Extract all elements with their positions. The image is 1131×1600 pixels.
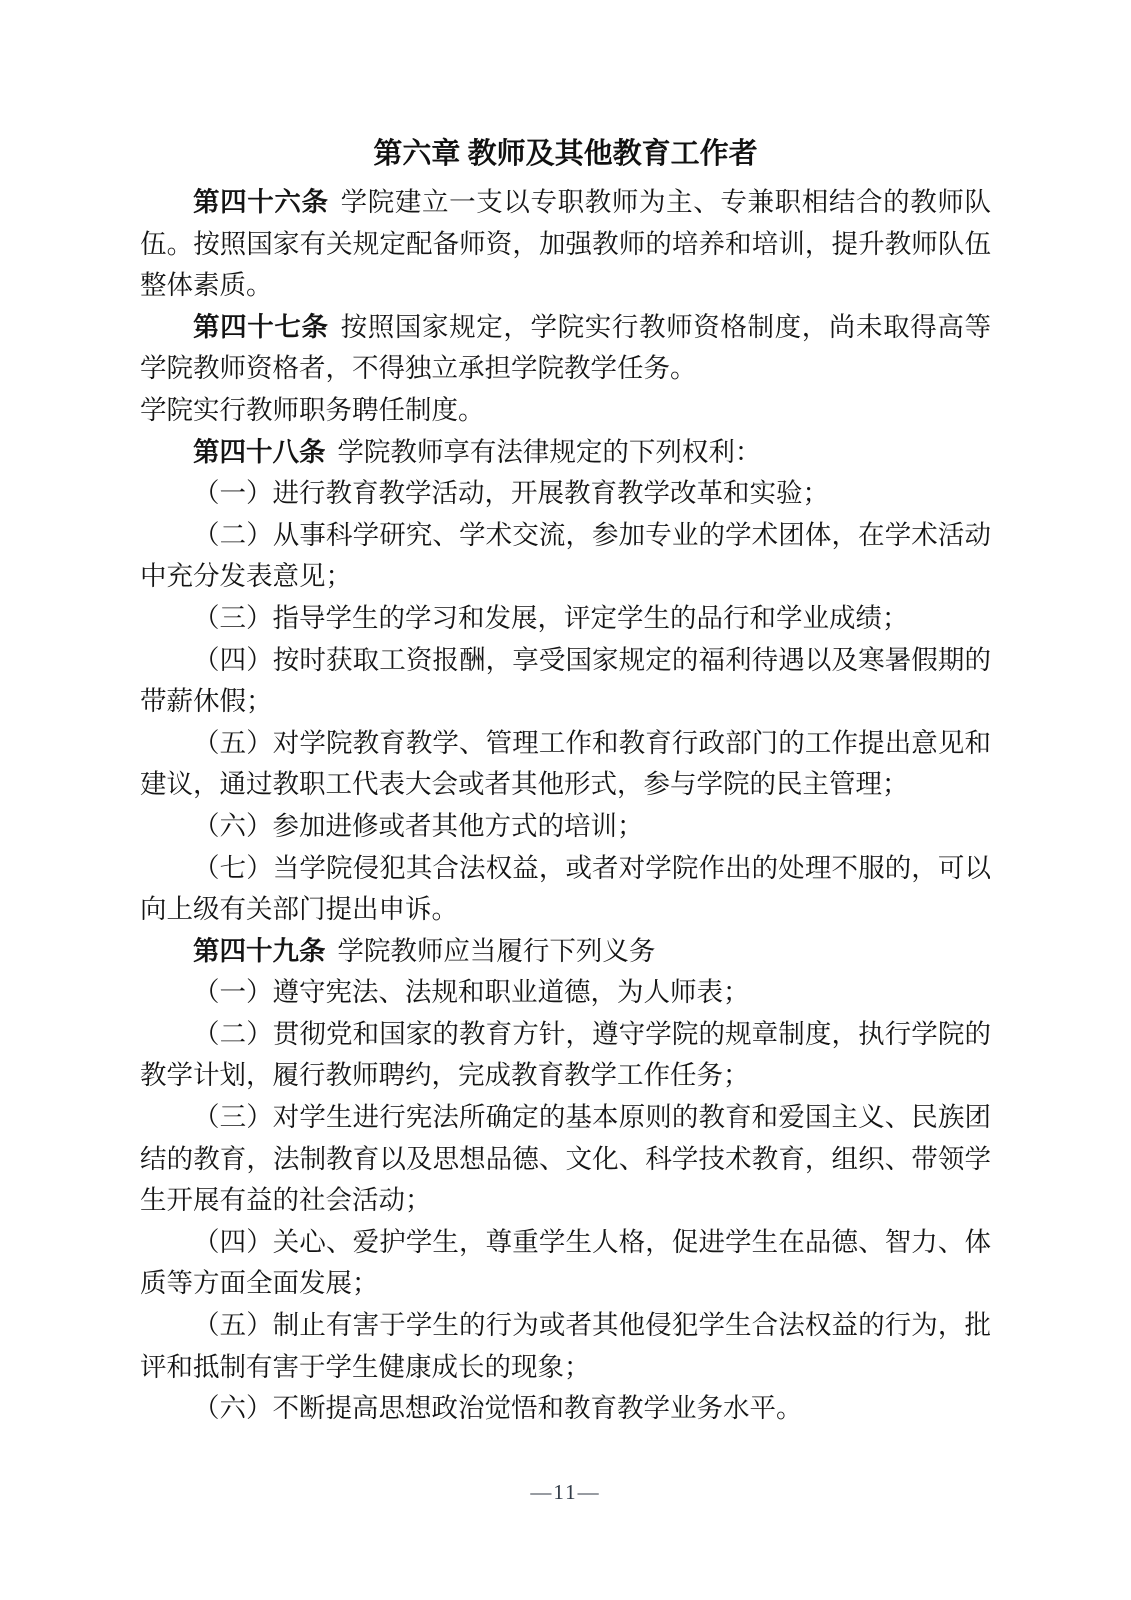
article-48-number: 第四十八条 xyxy=(193,436,326,467)
article-47-paragraph xyxy=(140,307,991,390)
article-48-item-3: （三）指导学生的学习和发展，评定学生的品行和学业成绩； xyxy=(193,602,909,633)
article-48-item-1: （一）进行教育教学活动，开展教育教学改革和实验； xyxy=(193,478,829,509)
article-49-item-6: （六）不断提高思想政治觉悟和教育教学业务水平。 xyxy=(193,1393,803,1424)
article-48-item-4: （四）按时获取工资报酬，享受国家规定的福利待遇以及寒暑假期的带薪休假； xyxy=(140,644,991,717)
article-49-item-1: （一）遵守宪法、法规和职业道德，为人师表； xyxy=(193,977,750,1008)
article-49-item-2: （二）贯彻党和国家的教育方针，遵守学院的规章制度，执行学院的教学计划，履行教师聘约，完成教育教学工作任务； xyxy=(140,1018,991,1091)
article-49-text: 学院教师应当履行下列义务 xyxy=(337,935,656,966)
article-47-text: 按照国家规定，学院实行教师资格制度，尚未取得高等学院教师资格者，不得独立承担学院教学任务。 xyxy=(140,311,992,384)
article-46-number: 第四十六条 xyxy=(193,187,329,217)
article-47-number: 第四十七条 xyxy=(193,311,329,342)
article-48-heading xyxy=(140,432,991,474)
article-47-continuation: 学院实行教师职务聘任制度。 xyxy=(140,394,485,425)
chapter-title: 第六章 教师及其他教育工作者 xyxy=(373,138,758,170)
page-number: —11— xyxy=(530,1480,601,1504)
article-46-paragraph xyxy=(140,182,991,307)
article-49-item-3: （三）对学生进行宪法所确定的基本原则的教育和爱国主义、民族团结的教育，法制教育以及思想品德、文化、科学技术教育，组织、带领学生开展有益的社会活动； xyxy=(140,1102,991,1216)
article-48-item-2: （二）从事科学研究、学术交流，参加专业的学术团体，在学术活动中充分发表意见； xyxy=(140,519,991,592)
article-48-text: 学院教师享有法律规定的下列权利： xyxy=(337,436,762,467)
article-49-item-4: （四）关心、爱护学生，尊重学生人格，促进学生在品德、智力、体质等方面全面发展； xyxy=(140,1226,991,1299)
article-48-item-5: （五）对学院教育教学、管理工作和教育行政部门的工作提出意见和建议，通过教职工代表大会或者其他形式，参与学院的民主管理； xyxy=(140,727,991,800)
article-49-heading xyxy=(140,931,991,973)
document-content xyxy=(140,132,991,1430)
article-48-item-7: （七）当学院侵犯其合法权益，或者对学院作出的处理不服的，可以向上级有关部门提出申诉。 xyxy=(140,852,991,925)
article-46-text: 学院建立一支以专职教师为主、专兼职相结合的教师队伍。按照国家有关规定配备师资，加强教师的培养和培训，提升教师队伍整体素质。 xyxy=(140,187,992,301)
article-49-item-5: （五）制止有害于学生的行为或者其他侵犯学生合法权益的行为，批评和抵制有害于学生健康成长的现象； xyxy=(140,1310,991,1382)
article-48-item-6: （六）参加进修或者其他方式的培训； xyxy=(193,810,644,841)
article-49-number: 第四十九条 xyxy=(193,935,326,966)
